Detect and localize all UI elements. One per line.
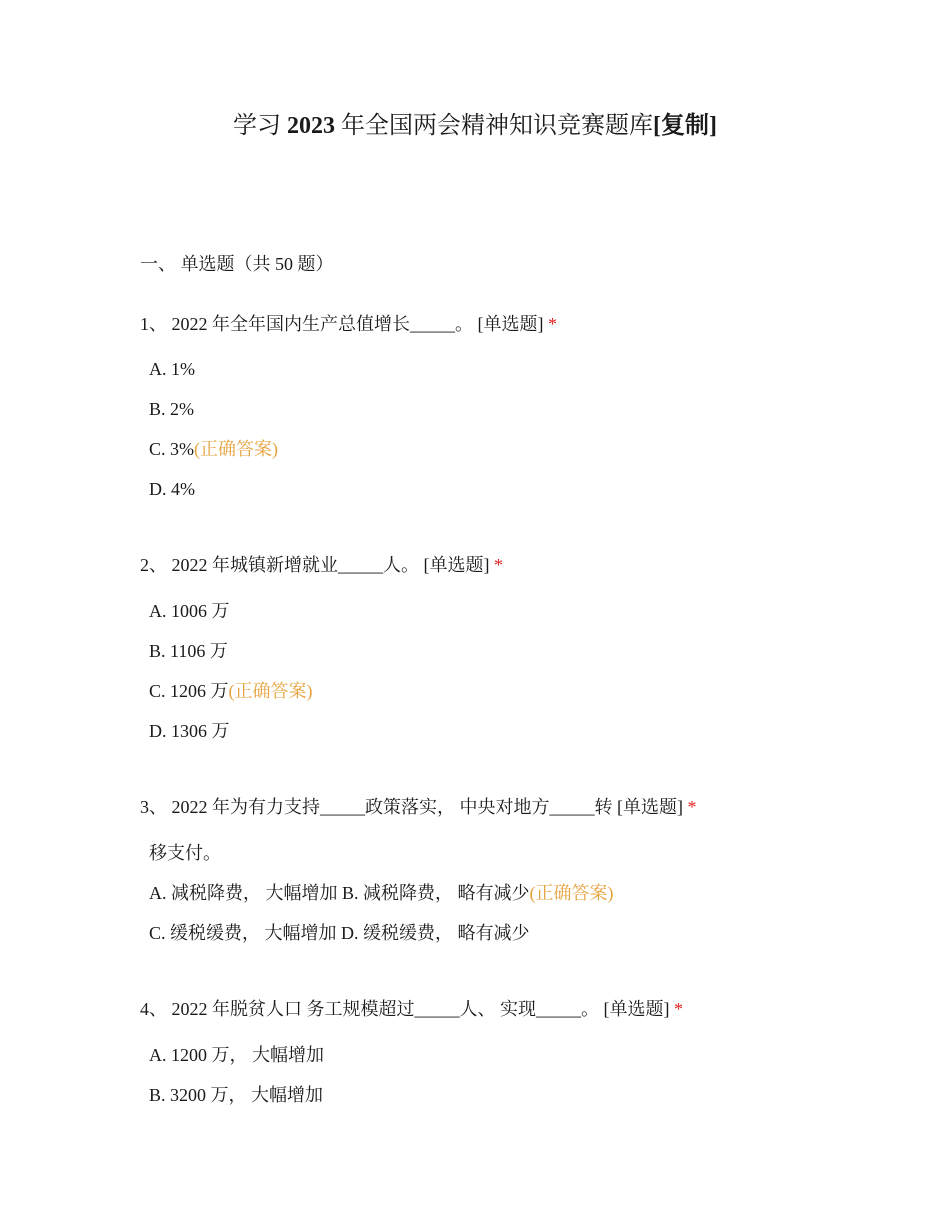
- option-1d[interactable]: [149, 475, 195, 503]
- question-text: 2022 年脱贫人口 务工规模超过_____人、 实现_____。 [单选题]: [167, 999, 674, 1019]
- correct-answer-tag: (正确答案): [194, 439, 278, 459]
- question-number: 3、: [140, 797, 167, 817]
- option-3cd[interactable]: [149, 919, 530, 947]
- question-4: [140, 995, 683, 1023]
- question-number: 1、: [140, 314, 167, 334]
- option-text: A. 1006 万: [149, 601, 230, 621]
- title-middle: 年全国两会精神知识竞赛题库: [335, 113, 653, 139]
- option-text: B. 1106 万: [149, 641, 228, 661]
- title-prefix: 学习: [233, 113, 287, 139]
- option-1b[interactable]: [149, 395, 194, 423]
- option-1c[interactable]: [149, 435, 278, 463]
- option-1a[interactable]: [149, 355, 195, 383]
- question-number: 4、: [140, 999, 167, 1019]
- option-text: C. 1206 万: [149, 681, 229, 701]
- option-4b[interactable]: [149, 1081, 323, 1109]
- option-text: C. 3%: [149, 439, 194, 459]
- option-text: A. 1%: [149, 359, 195, 379]
- option-text: A. 1200 万， 大幅增加: [149, 1045, 324, 1065]
- required-marker: *: [687, 797, 697, 817]
- option-text: C. 缓税缓费， 大幅增加 D. 缓税缓费， 略有减少: [149, 923, 530, 943]
- section-heading: 一、 单选题（共 50 题）: [140, 254, 334, 274]
- option-text: A. 减税降费， 大幅增加 B. 减税降费， 略有减少: [149, 883, 530, 903]
- option-3ab[interactable]: [149, 879, 614, 907]
- option-2c[interactable]: [149, 677, 313, 705]
- required-marker: *: [674, 999, 683, 1019]
- required-marker: *: [494, 555, 503, 575]
- option-2b[interactable]: [149, 637, 228, 665]
- page-title: [0, 108, 950, 144]
- question-1: [140, 310, 557, 338]
- correct-answer-tag: (正确答案): [228, 681, 313, 701]
- option-4a[interactable]: [149, 1041, 324, 1069]
- option-2d[interactable]: [149, 717, 230, 745]
- question-number: 2、: [140, 555, 167, 575]
- correct-answer-tag: (正确答案): [529, 883, 614, 903]
- option-text: B. 2%: [149, 399, 194, 419]
- required-marker: *: [548, 314, 557, 334]
- question-text: 2022 年全年国内生产总值增长_____。 [单选题]: [167, 314, 548, 334]
- option-2a[interactable]: [149, 597, 230, 625]
- title-year: 2023: [287, 113, 335, 139]
- title-copy-tag: [复制]: [653, 113, 717, 139]
- question-text: 2022 年为有力支持_____政策落实， 中央对地方_____转 [单选题]: [167, 797, 688, 817]
- question-2: [140, 551, 503, 579]
- option-text: D. 4%: [149, 479, 195, 499]
- question-3-continuation: 移支付。: [149, 843, 221, 863]
- option-text: B. 3200 万， 大幅增加: [149, 1085, 324, 1105]
- question-text: 2022 年城镇新增就业_____人。 [单选题]: [167, 555, 494, 575]
- option-text: D. 1306 万: [149, 721, 230, 741]
- question-3: [140, 793, 697, 821]
